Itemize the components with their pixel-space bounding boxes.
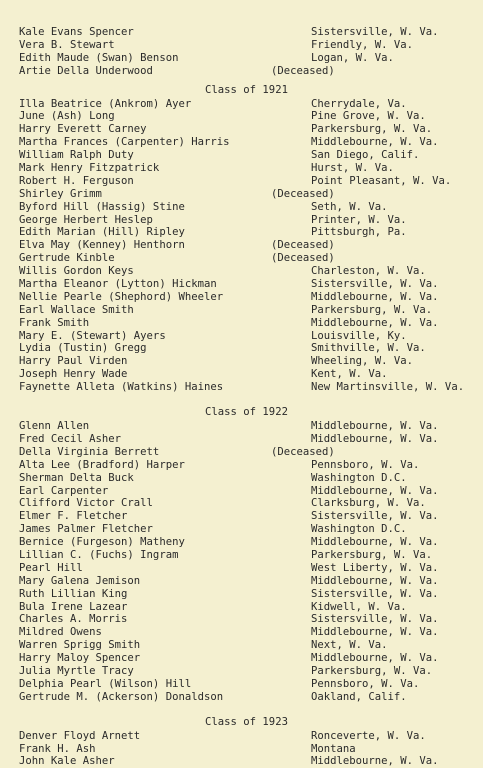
- alumni-name: Charles A. Morris: [19, 613, 128, 626]
- alumni-name: Vera B. Stewart: [19, 38, 115, 51]
- alumni-row: [0, 304, 483, 317]
- alumni-name: Elva May (Kenney) Henthorn: [19, 239, 185, 252]
- alumni-name: Glenn Allen: [19, 420, 90, 433]
- alumni-row: [0, 123, 483, 136]
- alumni-name: Martha Eleanor (Lytton) Hickman: [19, 278, 217, 291]
- alumni-name: Martha Frances (Carpenter) Harris: [19, 136, 230, 149]
- alumni-residence: Middlebourne, W. Va.: [311, 755, 439, 768]
- alumni-row: [0, 368, 483, 381]
- alumni-name: Earl Wallace Smith: [19, 303, 134, 316]
- alumni-name: Warren Sprigg Smith: [19, 639, 141, 652]
- alumni-residence: Middlebourne, W. Va.: [311, 484, 439, 497]
- alumni-row: [0, 575, 483, 588]
- alumni-residence: Sistersville, W. Va.: [311, 278, 439, 291]
- alumni-residence: Washington D.C.: [311, 471, 407, 484]
- alumni-residence: Pine Grove, W. Va.: [311, 110, 426, 123]
- alumni-residence: Sistersville, W. Va.: [311, 26, 439, 38]
- alumni-name: Earl Carpenter: [19, 484, 109, 497]
- alumni-residence: (Deceased): [271, 64, 335, 77]
- alumni-name: Harry Paul Virden: [19, 355, 128, 368]
- alumni-row: [0, 485, 483, 498]
- alumni-row: [0, 433, 483, 446]
- alumni-name: Delphia Pearl (Wilson) Hill: [19, 677, 192, 690]
- alumni-row: [0, 743, 483, 756]
- alumni-row: [0, 110, 483, 123]
- alumni-row: [0, 330, 483, 343]
- alumni-name: Harry Everett Carney: [19, 123, 147, 136]
- alumni-row: [0, 497, 483, 510]
- alumni-row: [0, 149, 483, 162]
- alumni-name: Frank H. Ash: [19, 742, 96, 755]
- alumni-residence: (Deceased): [271, 252, 335, 265]
- alumni-residence: Middlebourne, W. Va.: [311, 536, 439, 549]
- alumni-residence: (Deceased): [271, 445, 335, 458]
- alumni-row: [0, 601, 483, 614]
- alumni-residence: Printer, W. Va.: [311, 213, 407, 226]
- alumni-residence: Parkersburg, W. Va.: [311, 303, 433, 316]
- alumni-row: [0, 730, 483, 743]
- alumni-row: [0, 459, 483, 472]
- alumni-name: Ruth Lillian King: [19, 587, 128, 600]
- alumni-name: Faynette Alleta (Watkins) Haines: [19, 381, 224, 394]
- alumni-row: [0, 342, 483, 355]
- alumni-residence: Seth, W. Va.: [311, 200, 388, 213]
- alumni-residence: Friendly, W. Va.: [311, 38, 414, 51]
- alumni-row: [0, 755, 483, 768]
- alumni-residence: Clarksburg, W. Va.: [311, 497, 426, 510]
- alumni-name: Joseph Henry Wade: [19, 368, 128, 381]
- alumni-row: [0, 523, 483, 536]
- alumni-residence: Point Pleasant, W. Va.: [311, 174, 452, 187]
- class-heading: Class of 1921: [205, 83, 288, 96]
- alumni-residence: Pennsboro, W. Va.: [311, 677, 420, 690]
- alumni-residence: Louisville, Ky.: [311, 329, 407, 342]
- alumni-row: [0, 265, 483, 278]
- alumni-residence: Middlebourne, W. Va.: [311, 574, 439, 587]
- alumni-name: James Palmer Fletcher: [19, 523, 153, 536]
- alumni-name: Harry Maloy Spencer: [19, 652, 141, 665]
- alumni-residence: (Deceased): [271, 187, 335, 200]
- alumni-residence: Smithville, W. Va.: [311, 342, 426, 355]
- alumni-residence: Pennsboro, W. Va.: [311, 458, 420, 471]
- alumni-name: Della Virginia Berrett: [19, 445, 160, 458]
- alumni-name: Lillian C. (Fuchs) Ingram: [19, 548, 179, 561]
- alumni-residence: Parkersburg, W. Va.: [311, 548, 433, 561]
- alumni-name: Willis Gordon Keys: [19, 265, 134, 278]
- alumni-residence: Ronceverte, W. Va.: [311, 729, 426, 742]
- alumni-name: Mildred Owens: [19, 626, 102, 639]
- alumni-row: [0, 188, 483, 201]
- alumni-name: Robert H. Ferguson: [19, 174, 134, 187]
- alumni-row: [0, 136, 483, 149]
- alumni-row: [0, 665, 483, 678]
- alumni-residence: Oakland, Calif.: [311, 690, 407, 703]
- alumni-row: [0, 678, 483, 691]
- alumni-residence: Washington D.C.: [311, 523, 407, 536]
- alumni-name: Mary E. (Stewart) Ayers: [19, 329, 166, 342]
- alumni-row: [0, 626, 483, 639]
- alumni-name: June (Ash) Long: [19, 110, 115, 123]
- alumni-row: [0, 162, 483, 175]
- alumni-row: [0, 278, 483, 291]
- alumni-name: Bula Irene Lazear: [19, 600, 128, 613]
- alumni-row: [0, 588, 483, 601]
- alumni-row: [0, 317, 483, 330]
- alumni-row: [0, 239, 483, 252]
- alumni-name: Bernice (Furgeson) Matheny: [19, 536, 185, 549]
- alumni-name: Alta Lee (Bradford) Harper: [19, 458, 185, 471]
- alumni-row: [0, 355, 483, 368]
- alumni-name: Fred Cecil Asher: [19, 432, 122, 445]
- alumni-name: Nellie Pearle (Shephord) Wheeler: [19, 290, 224, 303]
- alumni-residence: Sistersville, W. Va.: [311, 510, 439, 523]
- alumni-residence: Hurst, W. Va.: [311, 162, 394, 175]
- alumni-row: [0, 562, 483, 575]
- alumni-name: Elmer F. Fletcher: [19, 510, 128, 523]
- alumni-residence: Sistersville, W. Va.: [311, 613, 439, 626]
- alumni-residence: Parkersburg, W. Va.: [311, 664, 433, 677]
- alumni-row: [0, 549, 483, 562]
- alumni-name: Artie Della Underwood: [19, 64, 153, 77]
- alumni-residence: Middlebourne, W. Va.: [311, 420, 439, 433]
- alumni-residence: Kidwell, W. Va.: [311, 600, 407, 613]
- alumni-residence: Middlebourne, W. Va.: [311, 290, 439, 303]
- alumni-name: Illa Beatrice (Ankrom) Ayer: [19, 97, 192, 110]
- alumni-row: [0, 472, 483, 485]
- alumni-residence: Middlebourne, W. Va.: [311, 136, 439, 149]
- alumni-residence: Middlebourne, W. Va.: [311, 626, 439, 639]
- alumni-name: John Kale Asher: [19, 755, 115, 768]
- alumni-row: [0, 65, 483, 78]
- alumni-name: Clifford Victor Crall: [19, 497, 153, 510]
- alumni-row: [0, 252, 483, 265]
- alumni-residence: Next, W. Va.: [311, 639, 388, 652]
- alumni-row: [0, 39, 483, 52]
- alumni-residence: Montana: [311, 742, 356, 755]
- alumni-row: [0, 446, 483, 459]
- alumni-name: Edith Maude (Swan) Benson: [19, 51, 179, 64]
- alumni-row: [0, 201, 483, 214]
- alumni-row: [0, 214, 483, 227]
- alumni-row: [0, 381, 483, 394]
- alumni-residence: Cherrydale, Va.: [311, 97, 407, 110]
- alumni-name: Byford Hill (Hassig) Stine: [19, 200, 185, 213]
- alumni-row: [0, 691, 483, 704]
- alumni-residence: Charleston, W. Va.: [311, 265, 426, 278]
- alumni-row: [0, 175, 483, 188]
- class-heading: Class of 1923: [205, 715, 288, 728]
- alumni-name: Mark Henry Fitzpatrick: [19, 162, 160, 175]
- alumni-name: George Herbert Heslep: [19, 213, 153, 226]
- alumni-row: [0, 639, 483, 652]
- alumni-row: [0, 536, 483, 549]
- alumni-row: [0, 420, 483, 433]
- alumni-residence: San Diego, Calif.: [311, 149, 420, 162]
- alumni-name: Gertrude Kinble: [19, 252, 115, 265]
- alumni-residence: Wheeling, W. Va.: [311, 355, 414, 368]
- alumni-row: [0, 510, 483, 523]
- alumni-residence: Middlebourne, W. Va.: [311, 652, 439, 665]
- class-heading: Class of 1922: [205, 406, 288, 419]
- alumni-name: Sherman Delta Buck: [19, 471, 134, 484]
- alumni-row: [0, 52, 483, 65]
- alumni-name: Lydia (Tustin) Gregg: [19, 342, 147, 355]
- alumni-residence: Logan, W. Va.: [311, 51, 394, 64]
- alumni-residence: West Liberty, W. Va.: [311, 561, 439, 574]
- alumni-name: William Ralph Duty: [19, 149, 134, 162]
- alumni-row: [0, 226, 483, 239]
- alumni-name: Mary Galena Jemison: [19, 574, 141, 587]
- alumni-row: [0, 613, 483, 626]
- alumni-residence: Middlebourne, W. Va.: [311, 316, 439, 329]
- alumni-row: [0, 291, 483, 304]
- alumni-name: Edith Marian (Hill) Ripley: [19, 226, 185, 239]
- alumni-name: Pearl Hill: [19, 561, 83, 574]
- alumni-name: Julia Myrtle Tracy: [19, 664, 134, 677]
- alumni-name: Denver Floyd Arnett: [19, 729, 141, 742]
- alumni-residence: (Deceased): [271, 239, 335, 252]
- alumni-residence: Middlebourne, W. Va.: [311, 432, 439, 445]
- alumni-name: Frank Smith: [19, 316, 90, 329]
- alumni-name: Gertrude M. (Ackerson) Donaldson: [19, 690, 224, 703]
- alumni-row: [0, 652, 483, 665]
- alumni-name: Kale Evans Spencer: [19, 26, 134, 38]
- alumni-row: [0, 98, 483, 111]
- alumni-residence: Kent, W. Va.: [311, 368, 388, 381]
- alumni-residence: Pittsburgh, Pa.: [311, 226, 407, 239]
- alumni-name: Shirley Grimm: [19, 187, 102, 200]
- alumni-residence: Sistersville, W. Va.: [311, 587, 439, 600]
- alumni-residence: New Martinsville, W. Va.: [311, 381, 465, 394]
- alumni-row: [0, 26, 483, 39]
- alumni-residence: Parkersburg, W. Va.: [311, 123, 433, 136]
